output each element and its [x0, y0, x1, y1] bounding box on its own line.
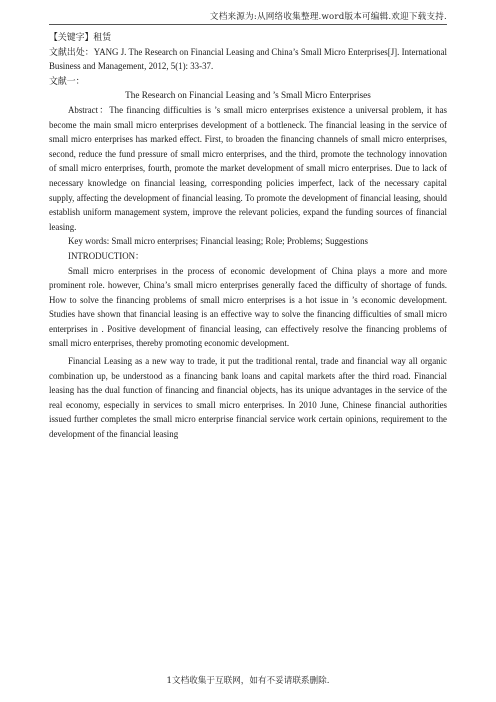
page-header-note: 文档来源为:从网络收集整理.word版本可编辑.欢迎下载支持.	[209, 12, 447, 22]
document-body	[49, 30, 447, 442]
keywords-line: 【关键字】租赁	[49, 32, 112, 42]
key-words: Key words: Small micro enterprises; Financial leasing; Role; Problems; Suggestions	[68, 236, 368, 247]
document-label: 文献一：	[49, 75, 85, 86]
header-divider	[49, 24, 447, 25]
introduction-heading: INTRODUCTION：	[68, 250, 144, 261]
paper-title: The Research on Financial Leasing and ’s Small Micro Enterprises	[125, 90, 371, 101]
source-citation: 文献出处：YANG J. The Research on Financial Leasing and China’s Small Micro Enterprises[J]. International Business and Management, 2012, 5(1): 33-37.	[49, 46, 447, 72]
page-footer-note: 1文档收集于互联网，如有不妥请联系删除.	[166, 676, 330, 686]
intro-paragraph-2: Financial Leasing as a new way to trade, it put the traditional rental, trade and financial way all organic combination up, be understood as a financing bank loans and capital markets after the third road. Financial leasing has the dual function of financing and financial objects, has its unique advantages in the service of the real economy, especially in services to small micro enterprises. In 2010 June, Chinese financial authorities issued further completes the small micro enterprise financial service work certain opinions, requirement to the development of the financial leasing	[49, 356, 447, 440]
abstract-paragraph: Abstract：The financing difficulties is ’s small micro enterprises existence a universal problem, it has become the main small micro enterprises development of a bottleneck. The financial leasing in the service of small micro enterprises has marked effect. First, to broaden the financing channels of small micro enterprises, second, reduce the fund pressure of small micro enterprises, and the third, promote the technology innovation of small micro enterprises, fourth, promote the market development of small micro enterprises. Due to lack of necessary knowledge on financial leasing, corresponding policies imperfect, lack of the necessary capital supply, affecting the development of financial leasing. To promote the development of financial leasing, should establish uniform management system, improve the relevant policies, expand the funding sources of financial leasing.	[49, 104, 447, 232]
intro-paragraph-1: Small micro enterprises in the process of economic development of China plays a more and more prominent role. however, China’s small micro enterprises generally faced the difficulty of shortage of funds. How to solve the financing problems of small micro enterprises is a hot issue in ’s economic development. Studies have shown that financial leasing is an effective way to solve the financing difficulties of small micro enterprises in . Positive development of financial leasing, can effectively resolve the financing problems of small micro enterprises, thereby promoting economic development.	[49, 265, 447, 349]
